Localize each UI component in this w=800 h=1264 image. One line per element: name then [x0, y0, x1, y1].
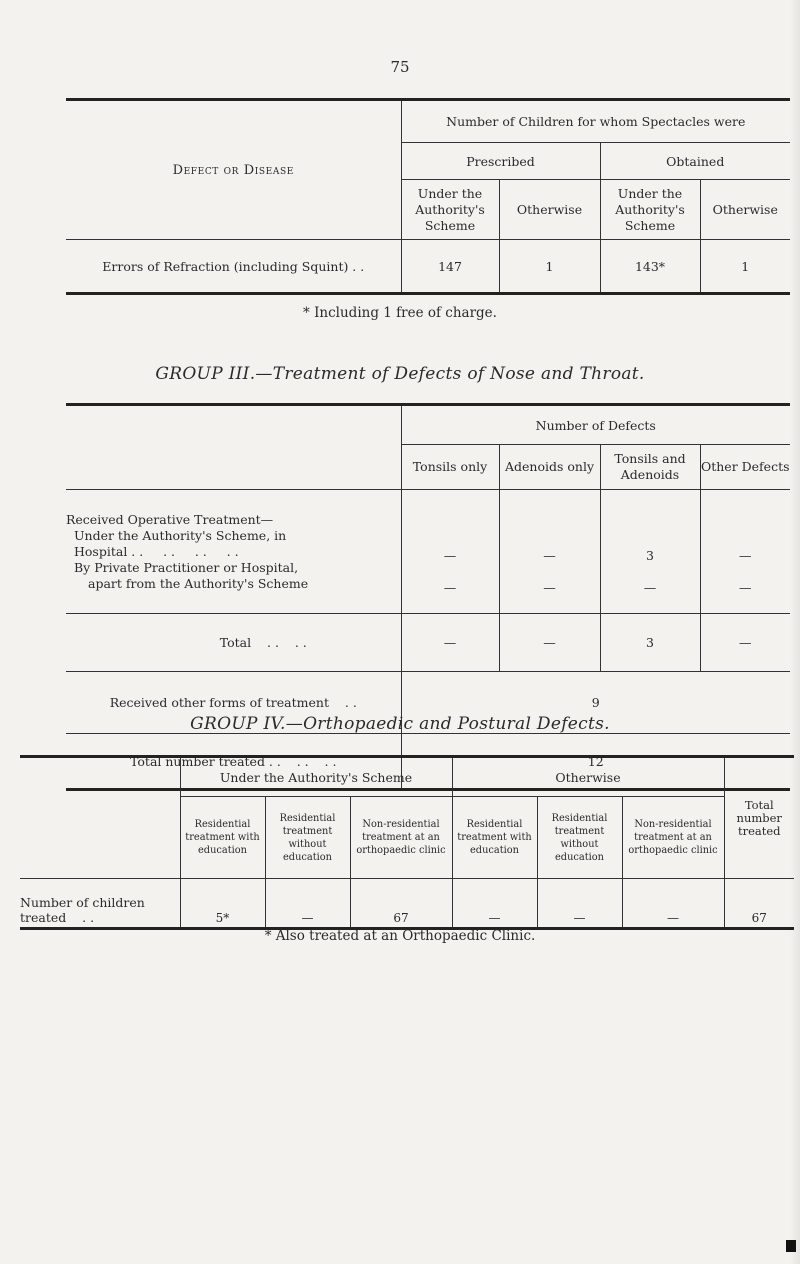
cell-value: 3 — [646, 547, 654, 563]
col-header: Non-residential treatment at an orthopaedic clinic — [622, 797, 724, 879]
number-of-defects-header: Number of Defects — [401, 405, 790, 445]
group4-title — [0, 714, 800, 734]
orthopaedic-footnote: * Also treated at an Orthopaedic Clinic. — [264, 928, 536, 944]
children-treated-label: Number of children treated . . — [20, 895, 149, 925]
cell-value: — — [452, 879, 537, 929]
other-defects-cell — [700, 490, 790, 614]
prescribed-header: Prescribed — [401, 143, 600, 180]
cell-value: — — [265, 879, 350, 929]
spectacles-table — [66, 98, 790, 295]
authority-scheme-header: Under the Authority's Scheme — [180, 757, 452, 797]
table-row — [66, 490, 790, 614]
obtained-header: Obtained — [600, 143, 790, 180]
operative-line1b: Hospital . . . . . . . . — [74, 543, 239, 559]
cell-value: 5* — [180, 879, 265, 929]
spectacles-main-header: Number of Children for whom Spectacles were — [401, 100, 790, 143]
col-header: Residential treatment with education — [180, 797, 265, 879]
group3-title — [0, 364, 800, 384]
table-row — [66, 614, 790, 672]
group4-title-text: —Orthopaedic and Postural Defects. — [285, 714, 610, 734]
operative-line2a: By Private Practitioner or Hospital, — [74, 559, 299, 575]
adenoids-only-header: Adenoids only — [499, 445, 600, 490]
obtained-authority-header: Under the Authority's Scheme — [600, 180, 700, 240]
cell-value: — — [499, 614, 600, 672]
cell-value: — — [443, 547, 457, 563]
cell-value: 67 — [724, 879, 794, 929]
total-label: Total . . . . — [219, 635, 307, 650]
page-number: 75 — [390, 58, 410, 76]
spectacles-footnote: * Including 1 free of charge. — [303, 305, 497, 321]
cell-value: 67 — [350, 879, 452, 929]
table-row — [66, 240, 790, 294]
row-label: Errors of Refraction (including Squint) . . — [102, 258, 365, 274]
cell-value: — — [739, 579, 752, 595]
otherwise-header: Otherwise — [452, 757, 724, 797]
cell-value: — — [622, 879, 724, 929]
cell-value: 147 — [401, 240, 499, 294]
prescribed-otherwise-header: Otherwise — [499, 180, 600, 240]
cell-value: 1 — [700, 240, 790, 294]
obtained-otherwise-header: Otherwise — [700, 180, 790, 240]
other-treatment-label: Received other forms of treatment . . — [109, 695, 357, 710]
operative-line1a: Under the Authority's Scheme, in — [74, 527, 287, 543]
other-defects-header: Other Defects — [700, 445, 790, 490]
total-number-treated-header: Total number treated — [724, 757, 794, 879]
cell-value: — — [543, 579, 556, 595]
tonsils-only-header: Tonsils only — [401, 445, 499, 490]
other-treatment-value: 9 — [401, 672, 790, 734]
cell-value: 3 — [600, 614, 700, 672]
corner-mark — [786, 1240, 796, 1252]
operative-line2b: apart from the Authority's Scheme — [88, 575, 309, 591]
orthopaedic-corner — [20, 757, 180, 879]
cell-value: — — [700, 614, 790, 672]
page-edge-shadow — [790, 0, 800, 1264]
prescribed-authority-header: Under the Authority's Scheme — [401, 180, 499, 240]
cell-value: 143* — [600, 240, 700, 294]
cell-value: — — [537, 879, 622, 929]
orthopaedic-table — [20, 755, 794, 930]
operative-treatment-label — [66, 490, 401, 614]
cell-value: — — [643, 579, 657, 595]
group3-title-prefix: GROUP — [155, 364, 223, 384]
defect-or-disease-header: Defect or Disease — [66, 100, 401, 240]
cell-value: — — [739, 547, 752, 563]
operative-heading: Received Operative Treatment— — [66, 511, 274, 527]
total-treated-value: 12 — [401, 734, 790, 790]
tonsils-adenoids-cell — [600, 490, 700, 614]
group3-title-num: III. — [228, 364, 256, 384]
cell-value: — — [443, 579, 457, 595]
group4-title-num: IV. — [263, 714, 286, 734]
cell-value: — — [401, 614, 499, 672]
nose-throat-corner — [66, 405, 401, 490]
tonsils-adenoids-header: Tonsils and Adenoids — [600, 445, 700, 490]
col-header: Residential treatment without education — [537, 797, 622, 879]
group4-title-prefix: GROUP — [190, 714, 258, 734]
tonsils-only-cell — [401, 490, 499, 614]
group3-title-text: —Treatment of Defects of Nose and Throat. — [255, 364, 645, 384]
table-row — [20, 879, 794, 929]
adenoids-only-cell — [499, 490, 600, 614]
col-header: Non-residential treatment at an orthopaedic clinic — [350, 797, 452, 879]
cell-value: — — [543, 547, 556, 563]
col-header: Residential treatment with education — [452, 797, 537, 879]
col-header: Residential treatment without education — [265, 797, 350, 879]
total-treated-label: Total number treated . . . . . . — [130, 753, 337, 769]
cell-value: 1 — [499, 240, 600, 294]
